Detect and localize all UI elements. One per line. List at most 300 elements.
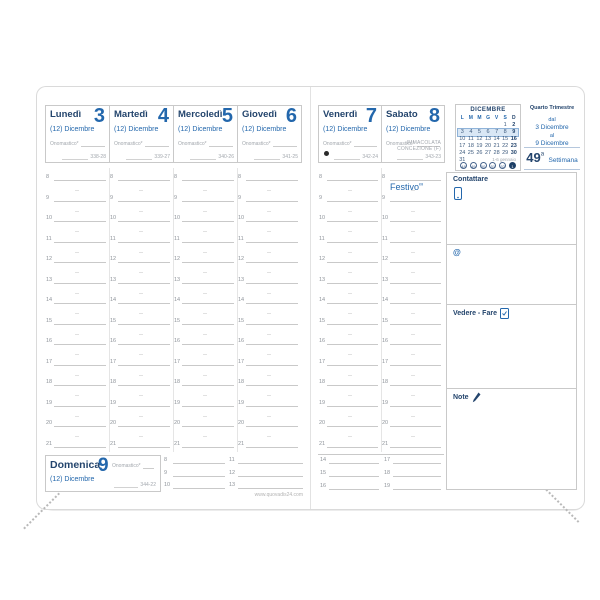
half-hour-tick [139,293,143,294]
hour-label: 19 [238,400,245,406]
hour-line [182,201,234,202]
hour-label: 18 [174,379,181,385]
hour-line [327,303,378,304]
hour-line [118,324,170,325]
day-count-value: 338-28 [90,154,106,160]
sidebar-divider [447,388,576,389]
sunday-hour-line [173,488,225,489]
hour-line [246,303,298,304]
calendar-day-cell: 30 [510,150,517,156]
hour-line [54,201,106,202]
hour-line [118,262,170,263]
hour-label: 10 [319,215,326,221]
section-note [453,392,481,403]
hour-line [54,385,106,386]
sunday-hour-line [238,488,303,489]
calendar-day-cell: 23 [510,143,517,149]
hour-line [246,385,298,386]
calendar-day-cell: 28 [493,150,500,156]
hour-line [118,283,170,284]
hour-label: 11 [238,236,244,242]
hour-line [182,447,234,448]
sunday-hour-label: 15 [320,470,327,476]
week-indicator [524,147,580,170]
hour-label: 15 [46,318,53,324]
column-separator [237,168,238,452]
week-number-badge: 52 [500,164,505,169]
write-in-line [334,153,360,160]
sunday-hour-label: 18 [384,470,391,476]
calendar-day-cell: 9 [512,129,516,135]
hour-line [327,180,378,181]
half-hour-tick [203,395,207,396]
sunday-month: (12) Dicembre [50,476,95,483]
calendar-day [458,136,518,143]
name-day-row [323,140,377,147]
hour-line [327,365,378,366]
half-hour-tick [75,436,79,437]
hour-line [118,201,170,202]
half-hour-tick [267,272,271,273]
name-day-label: Onomastico* [50,141,79,147]
hour-label: 14 [110,297,117,303]
hour-line [246,221,298,222]
half-hour-tick [203,293,207,294]
half-hour-tick [139,375,143,376]
half-hour-tick [267,211,271,212]
half-hour-tick [267,231,271,232]
day-month: (12) Dicembre [386,126,431,133]
hour-label: 19 [110,400,117,406]
week-number-row [460,162,516,169]
festivo-label [390,182,423,192]
write-in-line [354,140,377,147]
write-in-line [397,153,423,160]
calendar-weekday [458,115,518,122]
calendar-weekday-cell: L [460,115,464,121]
half-hour-tick [348,211,352,212]
day-count-row [190,153,234,160]
half-hour-tick [267,436,271,437]
hour-line [327,201,378,202]
half-hour-tick [75,293,79,294]
hour-label: 12 [46,256,53,262]
half-hour-tick [348,354,352,355]
hour-label: 12 [319,256,326,262]
day-number: 8 [428,105,440,127]
sidebar [446,172,577,490]
hour-label: 9 [382,195,386,201]
hour-line [390,201,441,202]
hour-label: 8 [382,174,386,180]
sunday-hour-label: 17 [384,457,391,463]
half-hour-tick [75,375,79,376]
calendar-weekday-cell: M [477,115,482,121]
half-hour-tick [75,190,79,191]
hour-line [118,221,170,222]
half-hour-tick [267,313,271,314]
half-hour-tick [348,334,352,335]
hour-label: 11 [382,236,388,242]
half-hour-tick [267,375,271,376]
calendar-day-cell: 5 [477,129,481,135]
calendar-weekday-cell: G [486,115,490,121]
week-number-badge: 1 [509,162,516,169]
sunday-name: Domenica [50,459,101,471]
day-name: Sabato [386,109,418,120]
half-hour-tick [139,272,143,273]
hour-line [327,242,378,243]
calendar-day-cell: 1 [503,122,507,128]
week-label: Settimana [548,157,578,164]
hour-line [118,385,170,386]
mini-calendar-title: DICEMBRE [470,107,506,113]
hour-line [246,180,298,181]
hour-label: 10 [382,215,389,221]
holiday-label [397,141,441,152]
half-hour-tick [75,272,79,273]
hour-label: 12 [174,256,181,262]
hour-line [246,406,298,407]
hour-line [327,447,378,448]
sunday-hour-label: 19 [384,483,391,489]
half-hour-tick [139,211,143,212]
day-count-value: 341-25 [282,154,298,160]
half-hour-tick [139,354,143,355]
half-hour-tick [348,252,352,253]
hour-line [327,283,378,284]
hour-label: 19 [382,400,389,406]
hour-label: 20 [238,420,245,426]
hour-line [327,385,378,386]
sunday-hour-label: 10 [164,482,171,488]
hour-label: 14 [46,297,53,303]
hour-line [246,426,298,427]
hour-line [182,324,234,325]
half-hour-tick [139,395,143,396]
hour-line [327,406,378,407]
half-hour-tick [411,334,415,335]
hour-label: 20 [382,420,389,426]
hour-line [390,242,441,243]
half-hour-tick [348,375,352,376]
day-number: 3 [93,105,105,127]
day-count-row [62,153,106,160]
vedere-fare-label: Vedere - Fare [453,310,497,317]
hour-line [327,221,378,222]
sunday-hour-line [393,463,441,464]
hour-label: 21 [319,441,326,447]
calendar-day-cell [484,122,493,129]
calendar-day-cell: 18 [467,143,474,149]
half-hour-tick [411,211,415,212]
day-count-row [397,153,441,160]
holiday-line: CONCEZIONE (F) [397,145,441,152]
half-hour-tick [139,252,143,253]
day-header-4 [109,105,174,163]
hour-line [182,385,234,386]
hour-label: 17 [382,359,389,365]
hour-label: 11 [174,236,180,242]
hour-label: 16 [110,338,117,344]
half-hour-tick [348,416,352,417]
name-day-label: Onomastico* [323,141,352,147]
calendar-weekday-cell: S [503,115,507,121]
sunday-hour-line [238,476,303,477]
festivo-symbol-icon: ∞ [419,182,424,188]
hour-line [182,303,234,304]
calendar-day-cell: 19 [476,143,483,149]
hour-line [246,242,298,243]
hour-label: 21 [174,441,181,447]
calendar-day-cell: 2 [512,122,516,128]
half-hour-tick [203,375,207,376]
week-number-badge: 51 [490,164,496,169]
calendar-day-cell: 20 [484,143,492,149]
day-count-value: 342-24 [362,154,378,160]
next-month-note: 1-6 gennaio [492,157,516,162]
sunday-number: 9 [98,455,109,476]
calendar-day-cell [475,122,484,129]
hour-line [390,262,441,263]
hour-line [390,385,441,386]
day-count-value: 343-23 [425,154,441,160]
day-header-5 [173,105,238,163]
half-hour-tick [411,416,415,417]
hour-label: 15 [174,318,181,324]
sidebar-divider [447,244,576,245]
hour-label: 18 [238,379,245,385]
hour-label: 12 [238,256,245,262]
hour-label: 14 [382,297,389,303]
hour-line [246,365,298,366]
hour-label: 8 [110,174,114,180]
day-number: 6 [285,105,297,127]
sunday-hour-label: 14 [320,457,327,463]
half-hour-tick [411,252,415,253]
hour-line [327,344,378,345]
calendar-day-cell: 13 [484,136,492,142]
hour-label: 13 [382,277,389,283]
hour-label: 15 [382,318,389,324]
hour-line [182,406,234,407]
half-hour-tick [139,313,143,314]
sunday-hour-label: 16 [320,483,327,489]
hour-line [390,324,441,325]
sunday-day-count [114,481,156,488]
half-hour-tick [139,436,143,437]
hour-line [54,406,106,407]
half-hour-tick [75,231,79,232]
range-from-label: dal [548,117,556,123]
calendar-day-cell: 8 [503,129,507,135]
day-name: Martedì [114,109,148,120]
hour-line [246,344,298,345]
hour-label: 15 [238,318,245,324]
hour-label: 19 [174,400,181,406]
half-hour-tick [203,231,207,232]
write-in-line [254,153,280,160]
name-day-label: Onomastico* [114,141,143,147]
sunday-hour-label: 13 [229,482,236,488]
half-hour-tick [411,231,415,232]
hour-label: 17 [319,359,326,365]
hour-line [246,201,298,202]
hour-label: 20 [110,420,117,426]
hour-line [54,283,106,284]
hour-line [182,365,234,366]
calendar-day-cell [492,122,501,129]
hour-label: 8 [319,174,323,180]
half-hour-tick [411,395,415,396]
half-hour-tick [267,354,271,355]
hour-line [327,262,378,263]
half-hour-tick [411,354,415,355]
calendar-day [458,143,518,150]
mini-calendar [455,104,521,171]
calendar-weekday-cell: M [468,115,473,121]
hour-line [118,365,170,366]
day-name: Lunedì [50,109,82,120]
half-hour-tick [139,416,143,417]
hour-line [246,262,298,263]
hour-label: 11 [319,236,325,242]
day-name: Giovedì [242,109,277,120]
hour-label: 17 [238,359,245,365]
day-month: (12) Dicembre [242,126,287,133]
half-hour-tick [203,313,207,314]
half-hour-tick [267,293,271,294]
write-in-line [126,153,152,160]
hour-line [54,303,106,304]
hour-label: 17 [110,359,117,365]
hour-label: 19 [319,400,326,406]
half-hour-tick [139,231,143,232]
day-header-3 [45,105,110,163]
half-hour-tick [411,313,415,314]
hour-label: 13 [174,277,181,283]
hour-label: 14 [238,297,245,303]
brand-url: www.quovadis24.com [254,492,303,498]
hour-line [54,344,106,345]
hour-label: 18 [319,379,326,385]
day-number: 7 [365,105,377,127]
half-hour-tick [75,334,79,335]
hour-label: 14 [319,297,326,303]
hour-label: 21 [46,441,53,447]
hour-line [54,447,106,448]
write-in-line [81,140,105,147]
half-hour-tick [348,313,352,314]
sunday-hour-line [329,463,379,464]
note-label: Note [453,394,469,401]
pen-icon [472,392,481,403]
hour-label: 11 [46,236,52,242]
hour-line [118,406,170,407]
hour-line [390,283,441,284]
hour-line [54,242,106,243]
hour-line [246,324,298,325]
hour-label: 18 [46,379,53,385]
write-in-line [273,140,297,147]
day-count-row [126,153,170,160]
calendar-day-cell: 27 [484,150,492,156]
holiday-line: IMMACOLATA [406,140,441,146]
calendar-day [458,150,518,157]
week-number-badge: 48 [461,164,466,169]
day-month: (12) Dicembre [50,126,95,133]
hour-line [182,221,234,222]
sunday-hour-line [329,476,379,477]
sidebar-divider [447,304,576,305]
hour-line [54,365,106,366]
hour-label: 19 [46,400,53,406]
hour-line [54,324,106,325]
sunday-hour-line [393,489,441,490]
calendar-day-cell: 25 [467,150,474,156]
hour-label: 15 [319,318,326,324]
hour-label: 10 [174,215,181,221]
hour-label: 16 [174,338,181,344]
sunday-header [45,455,161,492]
festivo-text: Festivo [390,182,420,192]
range-to-date: 9 Dicembre [535,140,569,147]
hour-line [327,324,378,325]
email-at-icon: @ [453,248,461,257]
hour-line [118,242,170,243]
name-day-row [50,140,105,147]
hour-line [118,426,170,427]
calendar-day-cell [458,122,467,129]
sunday-day-count-value: 344-22 [140,482,156,488]
calendar-day-cell: 22 [502,143,509,149]
day-header-7 [318,105,382,163]
hour-label: 9 [174,195,178,201]
day-count-row [334,153,378,160]
half-hour-tick [139,334,143,335]
column-separator [109,168,110,452]
hour-label: 13 [110,277,117,283]
half-hour-tick [75,313,79,314]
hour-label: 18 [110,379,117,385]
write-in-line [62,153,88,160]
hour-line [118,447,170,448]
half-hour-tick [203,211,207,212]
week-number-badge: 49 [471,164,476,169]
half-hour-tick [348,231,352,232]
hour-line [118,180,170,181]
sunday-hour-line [329,489,379,490]
calendar-day-cell: 15 [502,136,509,142]
day-month: (12) Dicembre [178,126,223,133]
hour-line [182,262,234,263]
hour-label: 20 [319,420,326,426]
day-name: Venerdì [323,109,358,120]
day-month: (12) Dicembre [114,126,159,133]
hour-line [390,365,441,366]
calendar-day-cell: 7 [495,129,499,135]
calendar-day [458,122,518,129]
half-hour-tick [411,272,415,273]
hour-label: 20 [46,420,53,426]
hour-label: 16 [46,338,53,344]
hour-line [390,303,441,304]
quarter-title: Quarto Trimestre [529,105,575,111]
hour-label: 16 [382,338,389,344]
page-gutter [310,87,311,509]
hour-label: 9 [319,195,323,201]
name-day-row [178,140,233,147]
